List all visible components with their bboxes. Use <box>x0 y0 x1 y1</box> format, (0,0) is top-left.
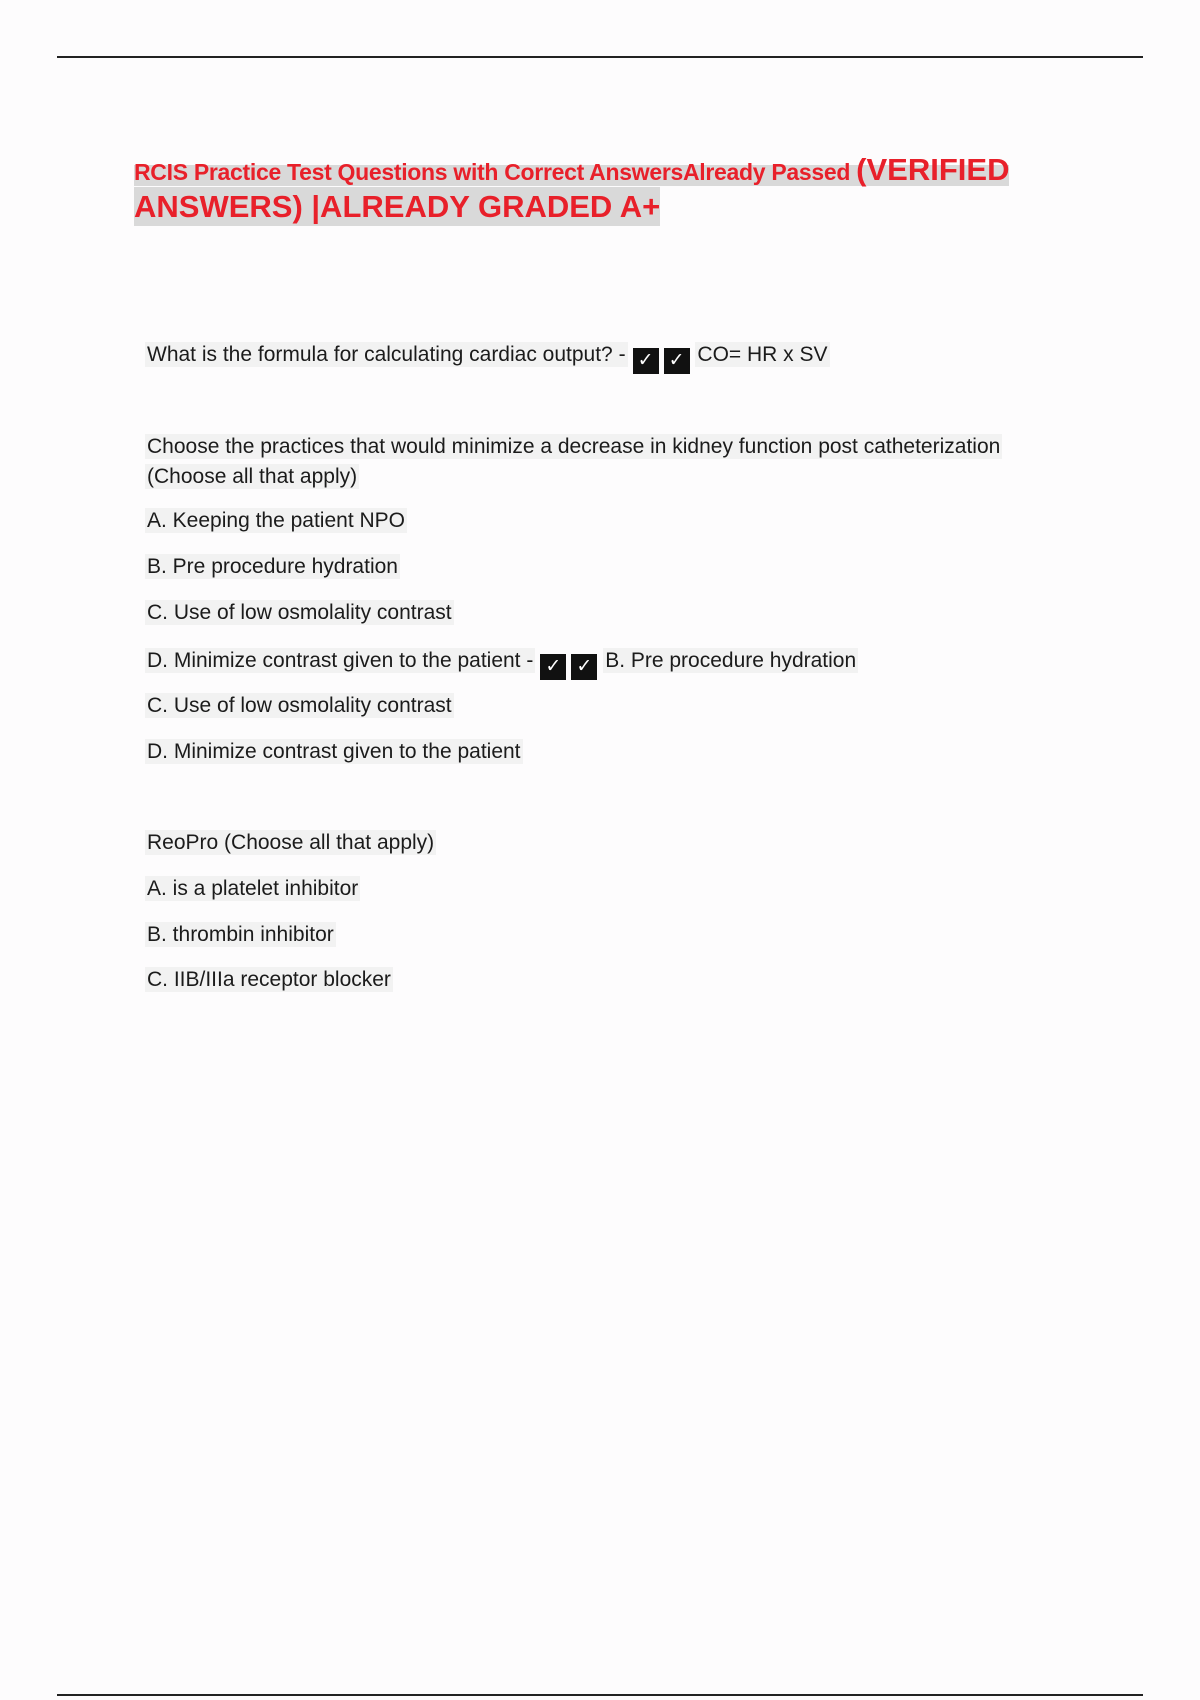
question-3-option-b: B. thrombin inhibitor <box>147 923 334 946</box>
question-3-text: ReoPro (Choose all that apply) <box>147 831 435 854</box>
title-line2: ANSWERS) |ALREADY GRADED A+ <box>134 189 661 224</box>
question-2-answer-3: D. Minimize contrast given to the patient <box>147 740 521 763</box>
bottom-rule <box>57 1694 1143 1696</box>
question-3-option-c: C. IIB/IIIa receptor blocker <box>147 968 391 991</box>
question-2-answer-1: B. Pre procedure hydration <box>605 649 857 672</box>
question-3-option-a: A. is a platelet inhibitor <box>147 877 359 900</box>
question-2-line1: Choose the practices that would minimize a decrease in kidney function post catheterization <box>147 435 1001 458</box>
question-2-option-b: B. Pre procedure hydration <box>147 555 398 578</box>
title-line1-part1: RCIS Practice Test Questions with Correct AnswersAlready Passed <box>134 159 857 185</box>
check-box-icon: ✓ <box>540 654 566 680</box>
question-2-option-a: A. Keeping the patient NPO <box>147 509 405 532</box>
question-2-answer-2: C. Use of low osmolality contrast <box>147 694 452 717</box>
check-box-icon: ✓ <box>571 654 597 680</box>
question-1-text: What is the formula for calculating cardiac output? - <box>147 343 626 366</box>
question-2-line2: (Choose all that apply) <box>147 465 358 488</box>
document-title <box>134 152 1074 225</box>
check-box-icon: ✓ <box>664 348 690 374</box>
question-1 <box>145 343 830 374</box>
question-2-option-c: C. Use of low osmolality contrast <box>147 601 452 624</box>
title-line1-part2: (VERIFIED <box>856 152 1010 187</box>
question-2-option-d: D. Minimize contrast given to the patient - ✓ ✓ B. Pre procedure hydration <box>145 649 858 680</box>
question-1-answer: CO= HR x SV <box>697 343 828 366</box>
top-rule <box>57 56 1143 58</box>
check-box-icon: ✓ <box>633 348 659 374</box>
